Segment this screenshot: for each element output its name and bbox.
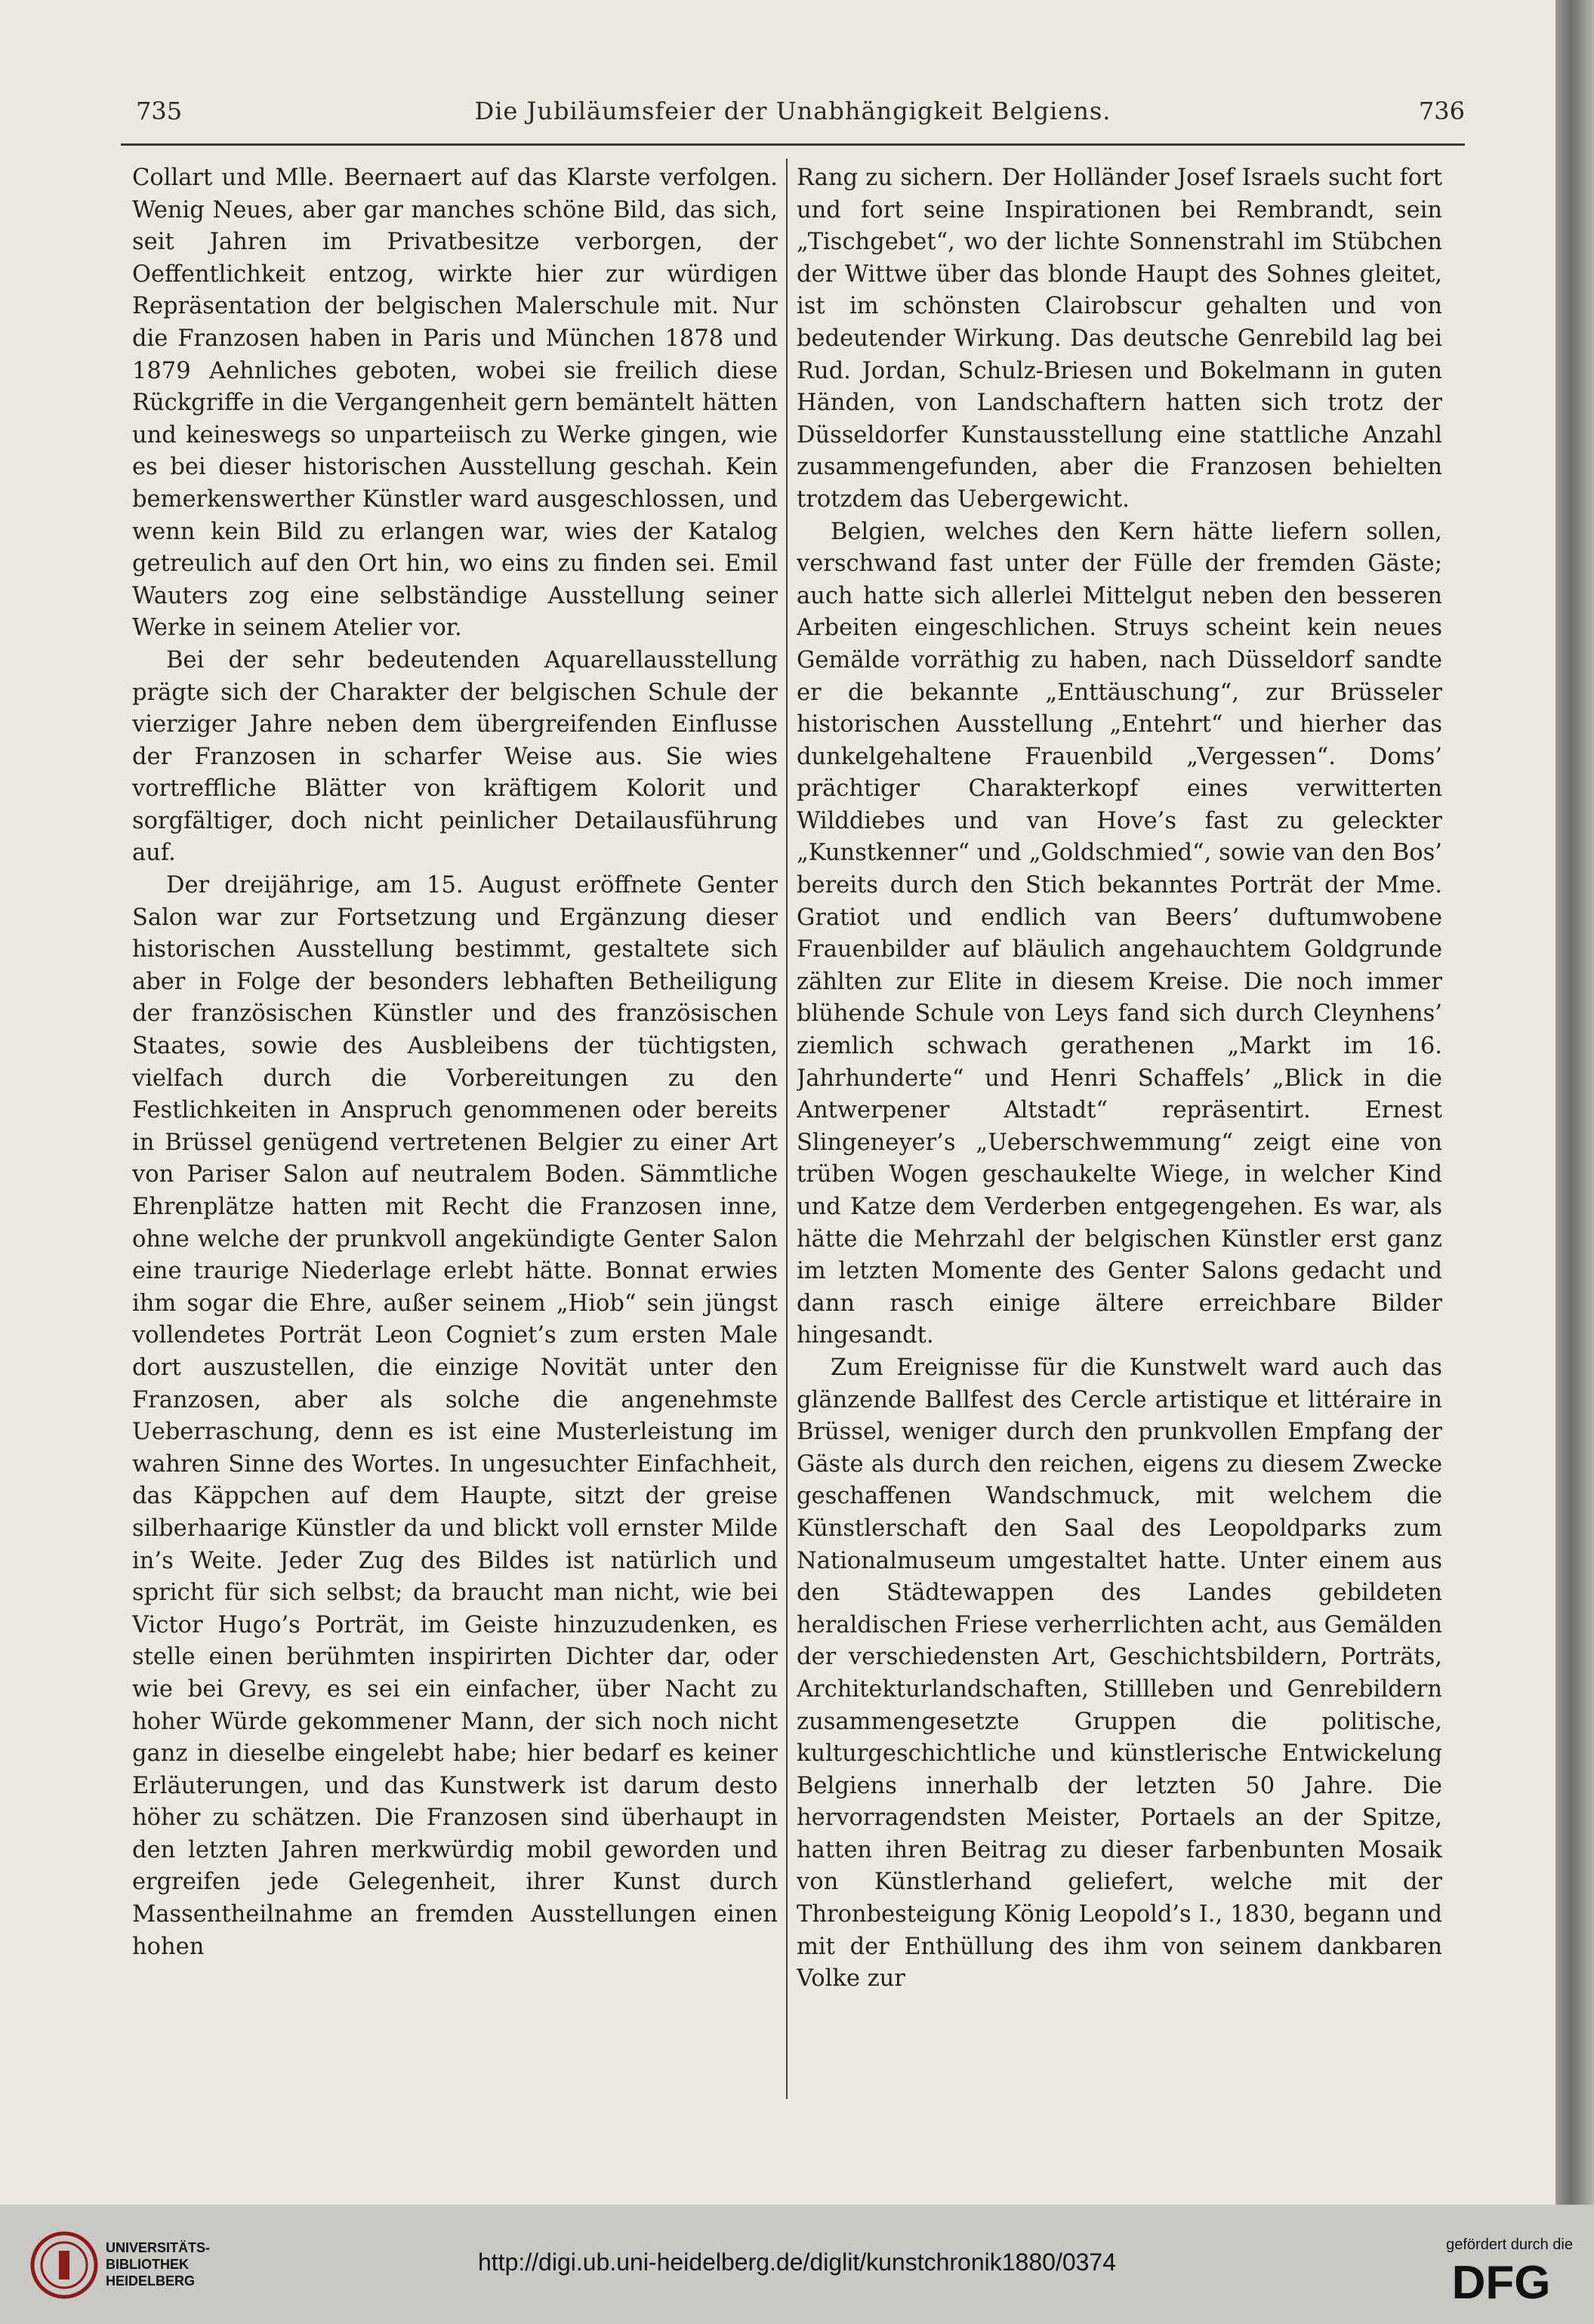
right-paragraph-1: Rang zu sichern. Der Holländer Josef Israels sucht fort und fort seine Inspirationen bei Rembrandt, sein „Tischgebet“, wo der lichte Sonnenstrahl im Stübchen der Wittwe über das blonde Haupt des Sohnes gleitet, ist im schönsten Clairobscur gehalten und von bedeutender Wirkung. Das deutsche Genrebild lag bei Rud. Jordan, Schulz-Briesen und Bokelmann in guten Händen, von Landschaftern hatten sich trotz der Düsseldorfer Kunstausstellung eine stattliche Anzahl zusammengefunden, aber die Franzosen behielten trotzdem das Uebergewicht. (797, 165, 1442, 513)
running-header (121, 89, 1465, 142)
dfg-logo-icon (1429, 2258, 1573, 2304)
running-title: Die Jubiläumsfeier der Unabhängigkeit Belgiens. (474, 97, 1111, 125)
left-column (132, 162, 778, 2095)
dfg-logo-text: DFG (1451, 2258, 1551, 2304)
left-paragraph-3: Der dreijährige, am 15. August eröffnete Genter Salon war zur Fortsetzung und Ergänzung dieser historischen Ausstellung bestimmt, gestaltete sich aber in Folge der besonders lebhaften Betheiligung der französischen Künstler und des französischen Staates, sowie des Ausbleibens der tüchtigsten, vielfach durch die Vorbereitungen zu den Festlichkeiten in Anspruch genommenen oder bereits in Brüssel genügend vertretenen Belgier zu einer Art von Pariser Salon auf neutralem Boden. Sämmtliche Ehrenplätze hatten mit Recht die Franzosen inne, ohne welche der prunkvoll angekündigte Genter Salon eine traurige Niederlage erlebt hätte. Bonnat erwies ihm sogar die Ehre, außer seinem „Hiob“ sein jüngst vollendetes Porträt Leon Cogniet’s zum ersten Male dort auszustellen, die einzige Novität unter den Franzosen, aber als solche die angenehmste Ueberraschung, denn es ist eine Musterleistung im wahren Sinne des Wortes. In ungesuchter Einfachheit, das Käppchen auf dem Haupte, sitzt der greise silberhaarige Künstler da und blickt voll ernster Milde in’s Weite. Jeder Zug des Bildes ist natürlich und spricht für sich selbst; da braucht man nicht, wie bei Victor Hugo’s Porträt, im Geiste hinzuzudenken, es stelle einen berühmten inspirirten Dichter dar, oder wie bei Grevy, es sei ein einfacher, über Nacht zu hoher Würde gekommener Mann, der sich noch nicht ganz in dieselbe eingelebt habe; hier bedarf es keiner Erläuterungen, und das Kunstwerk ist darum desto höher zu schätzen. Die Franzosen sind überhaupt in den letzten Jahren merkwürdig mobil geworden und ergreifen jede Gelegenheit, ihrer Kunst durch Massentheilnahme an fremden Ausstellungen einen hohen (132, 872, 778, 1960)
library-name-line-2: BIBLIOTHEK (106, 2257, 189, 2272)
library-name-line-3: HEIDELBERG (106, 2273, 196, 2289)
left-paragraph-2: Bei der sehr bedeutenden Aquarellausstellung prägte sich der Charakter der belgischen Schule der vierziger Jahre neben dem übergreifenden Einflusse der Franzosen in scharfer Weise aus. Sie wies vortreffliche Blätter von kräftigem Kolorit und sorgfältiger, doch nicht peinlicher Detailausführung auf. (132, 646, 778, 867)
column-divider (786, 159, 788, 2099)
right-paragraph-3: Zum Ereignisse für die Kunstwelt ward auch das glänzende Ballfest des Cercle artistique et littéraire in Brüssel, weniger durch den prunkvollen Empfang der Gäste als durch den reichen, eigens zu diesem Zwecke geschaffenen Wandschmuck, mit welchem die Künstlerschaft den Saal des Leopoldparks zum Nationalmuseum umgestaltet hatte. Unter einem aus den Städtewappen des Landes gebildeten heraldischen Friese verherrlichten acht, aus Gemälden der verschiedensten Art, Geschichtsbildern, Porträts, Architekturlandschaften, Stillleben und Genrebildern zusammengesetzte Gruppen die politische, kulturgeschichtliche und künstlerische Entwickelung Belgiens innerhalb der letzten 50 Jahre. Die hervorragendsten Meister, Portaels an der Spitze, hatten ihren Beitrag zu dieser farbenbunten Mosaik von Künstlerhand geliefert, welche mit der Thronbesteigung König Leopold’s I., 1830, begann und mit der Enthüllung des ihm von seinem dankbaren Volke zur (797, 1354, 1442, 1993)
right-column (797, 162, 1442, 2095)
page-edge-shadow (1555, 0, 1594, 2205)
right-paragraph-2: Belgien, welches den Kern hätte liefern sollen, verschwand fast unter der Fülle der fremden Gäste; auch hatte sich allerlei Mittelgut neben den besseren Arbeiten eingeschlichen. Struys scheint kein neues Gemälde vorräthig zu haben, nach Düsseldorf sandte er die bekannte „Enttäuschung“, zur Brüsseler historischen Ausstellung „Entehrt“ und hierher das dunkelgehaltene Frauenbild „Vergessen“. Doms’ prächtiger Charakterkopf eines verwitterten Wilddiebes und van Hove’s fast zu geleckter „Kunstkenner“ und „Goldschmied“, sowie van den Bos’ bereits durch den Stich bekanntes Porträt der Mme. Gratiot und endlich van Beers’ duftumwobene Frauenbilder auf bläulich angehauchtem Goldgrunde zählten zur Elite in diesem Kreise. Die noch immer blühende Schule von Leys fand sich durch Cleynhens’ ziemlich schwach gerathenen „Markt im 16. Jahrhunderte“ und Henri Schaffels’ „Blick in die Antwerpener Altstadt“ repräsentirt. Ernest Slingeneyer’s „Ueberschwemmung“ zeigt eine von trüben Wogen geschaukelte Wiege, in welcher Kind und Katze dem Verderben entgegengehen. Es war, als hätte die Mehrzahl der belgischen Künstler erst ganz im letzten Momente des Genter Salons gedacht und dann rasch einige ältere erreichbare Bilder hingesandt. (797, 518, 1442, 1349)
page-number-left: 735 (136, 97, 183, 125)
funded-by-text: gefördert durch die (1446, 2236, 1573, 2253)
library-name-line-1: UNIVERSITÄTS- (106, 2240, 211, 2255)
permalink-url[interactable]: http://digi.ub.uni-heidelberg.de/diglit/kunstchronik1880/0374 (477, 2248, 1117, 2276)
header-rule (121, 143, 1465, 146)
page-number-right: 736 (1418, 97, 1465, 125)
digitization-footer (0, 2205, 1594, 2324)
left-paragraph-1: Collart und Mlle. Beernaert auf das Klarste verfolgen. Wenig Neues, aber gar manches schöne Bild, das sich, seit Jahren im Privatbesitze verborgen, der Oeffentlichkeit entzog, wirkte hier zur würdigen Repräsentation der belgischen Malerschule mit. Nur die Franzosen haben in Paris und München 1878 und 1879 Aehnliches geboten, wobei sie freilich diese Rückgriffe in die Vergangenheit gern bemäntelt hätten und keineswegs so unparteiisch zu Werke gingen, wie es bei dieser historischen Ausstellung geschah. Kein bemerkenswerther Künstler ward ausgeschlossen, und wenn kein Bild zu erlangen war, wies der Katalog getreulich auf den Ort hin, wo eins zu finden sei. Emil Wauters zog eine selbständige Ausstellung seiner Werke in seinem Atelier vor. (132, 165, 778, 642)
